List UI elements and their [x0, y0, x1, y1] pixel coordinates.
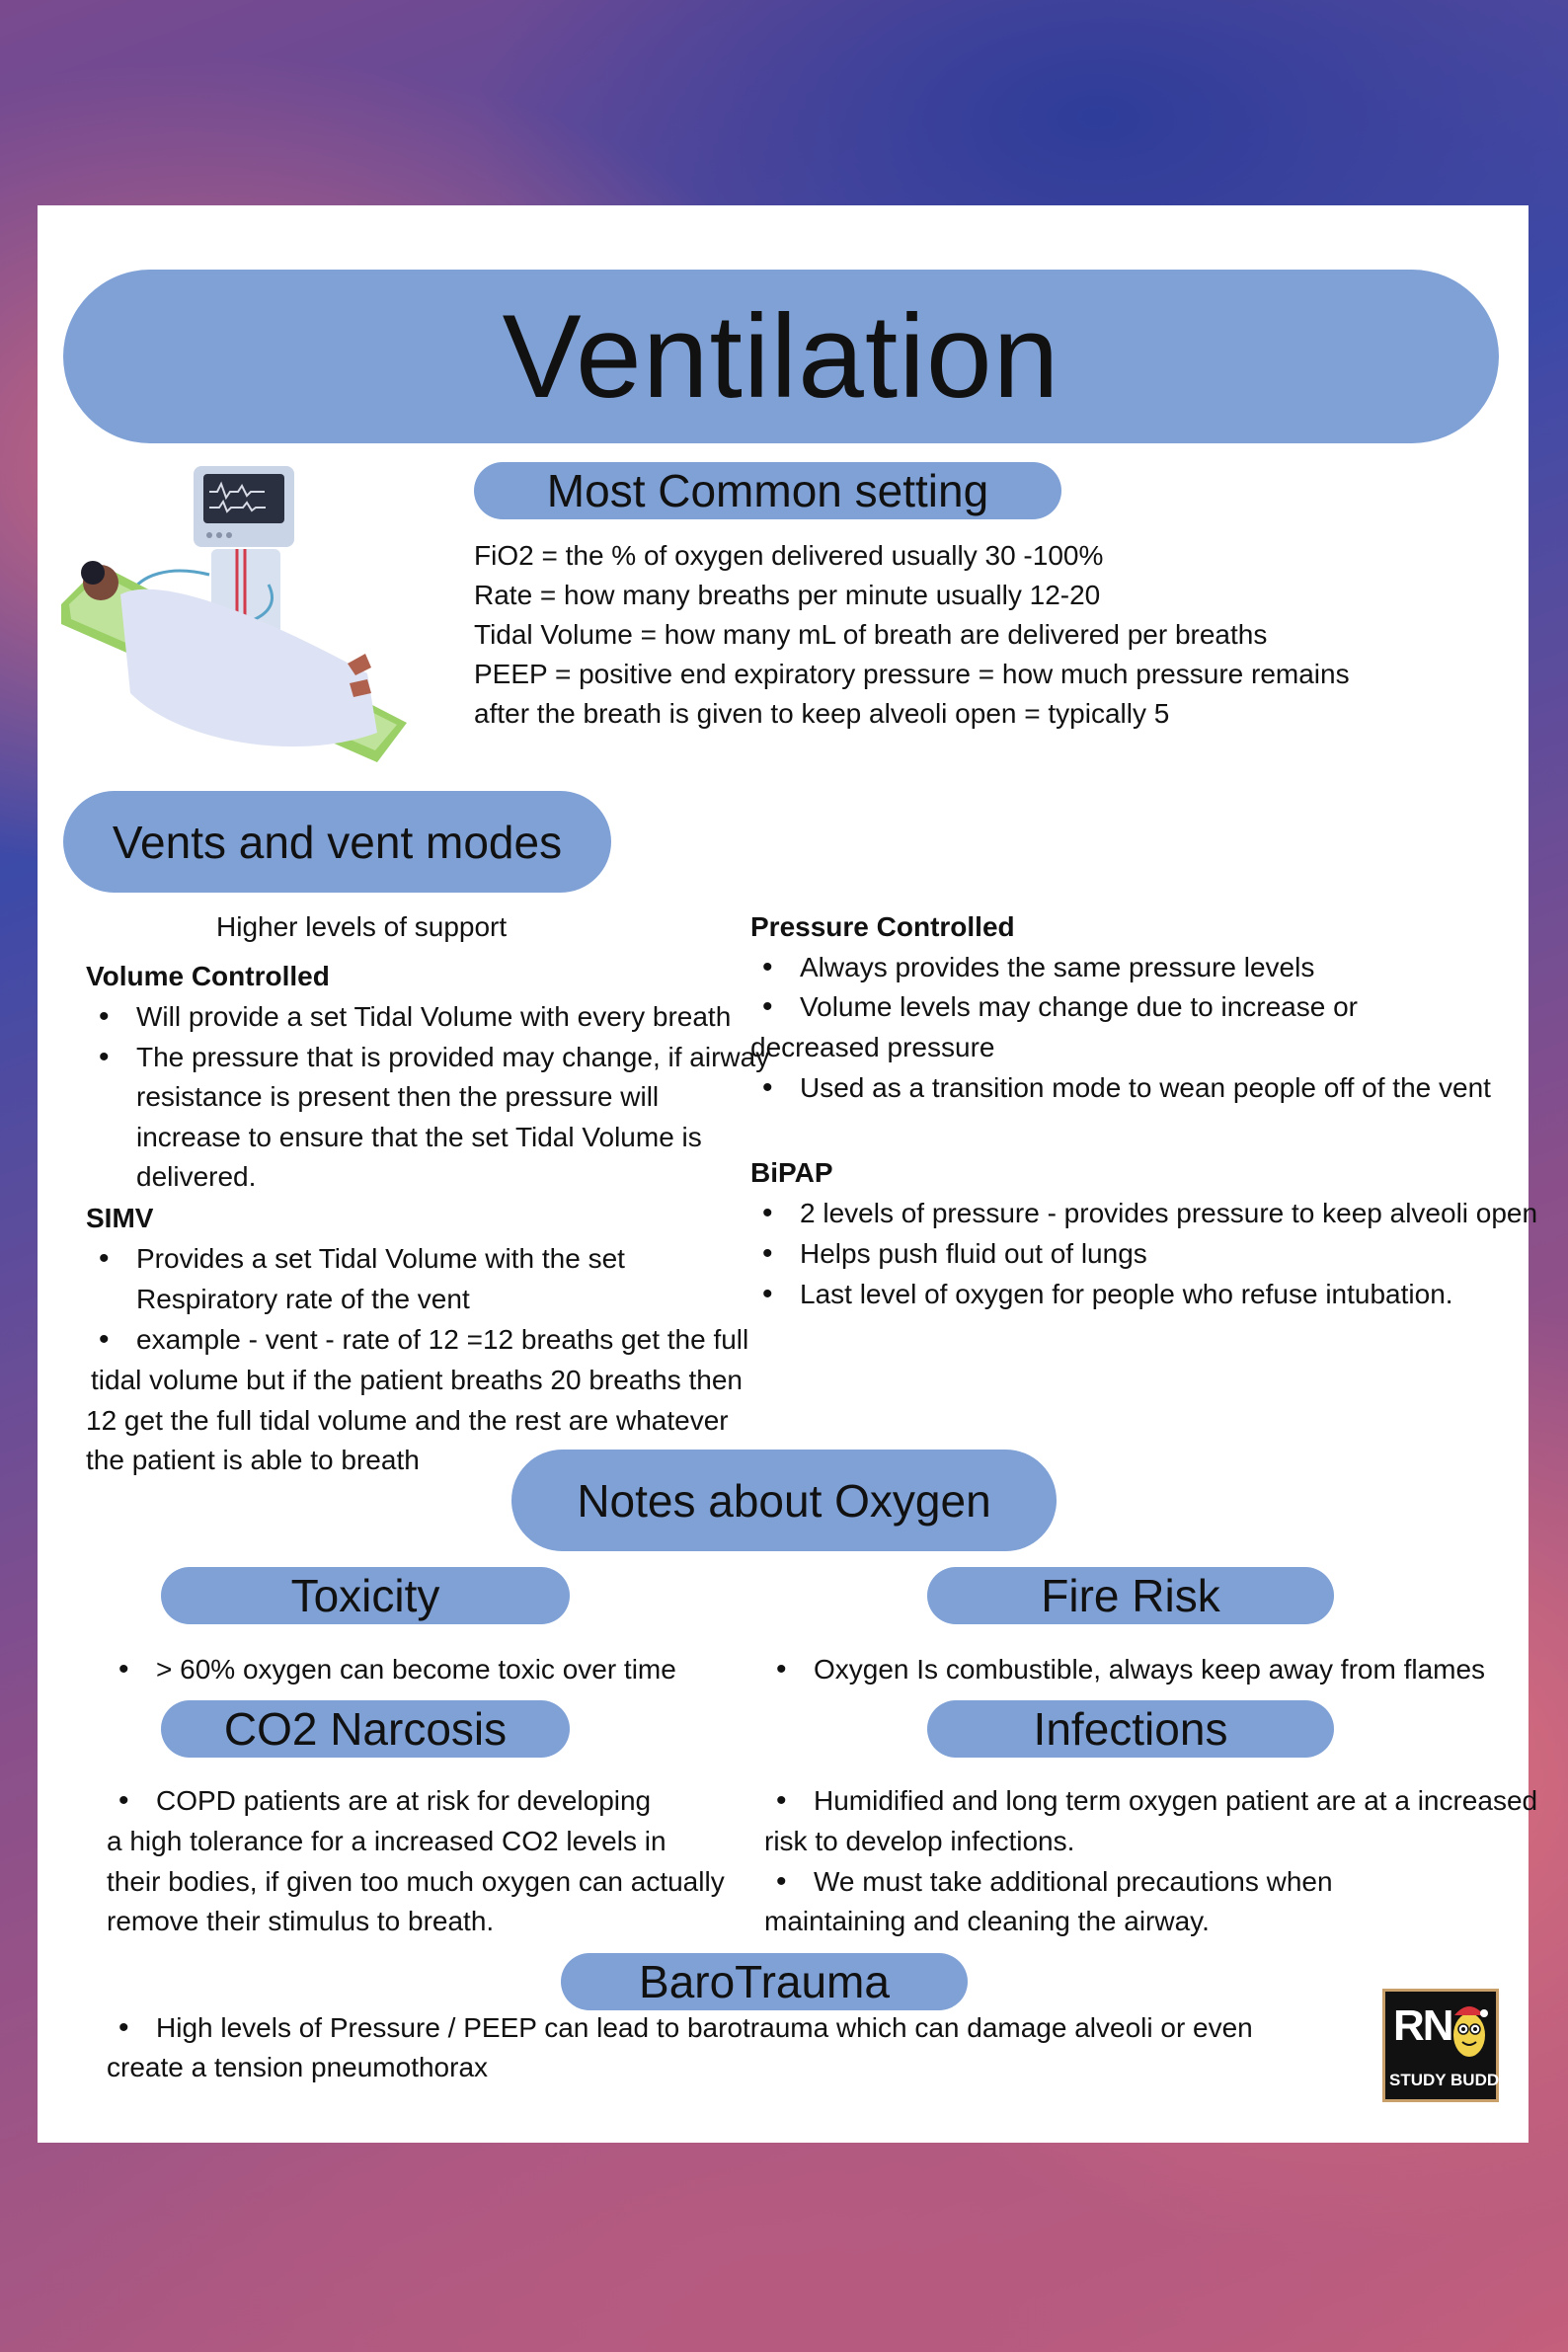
pressure-controlled-title: Pressure Controlled [750, 911, 1015, 942]
bipap-bullet-3: • Last level of oxygen for people who refuse intubation. [800, 1274, 1453, 1314]
mascot-icon [1447, 1998, 1492, 2061]
co2-line-4: remove their stimulus to breath. [107, 1906, 495, 1936]
pressure-bullet-2-line-2: decreased pressure [750, 1032, 995, 1062]
page-title: Ventilation [502, 290, 1060, 423]
vent-modes-heading: Vents and vent modes [63, 791, 611, 893]
support-label: Higher levels of support [216, 911, 508, 942]
fire-risk-bullet: • Oxygen Is combustible, always keep away from flames [814, 1649, 1485, 1689]
tidal-volume-line: Tidal Volume = how many mL of breath are delivered per breaths [474, 619, 1268, 650]
infections-bullet-2: • We must take additional precautions when [814, 1861, 1333, 1902]
simv-title: SIMV [86, 1203, 154, 1233]
fio2-line: FiO2 = the % of oxygen delivered usually 30 -100% [474, 540, 1104, 571]
simv-bullet-1-line-2: Respiratory rate of the vent [136, 1284, 470, 1314]
infections-bullet-2-line-2: maintaining and cleaning the airway. [764, 1906, 1210, 1936]
barotrauma-bullet: • High levels of Pressure / PEEP can lead to barotrauma which can damage alveoli or even [156, 2007, 1253, 2048]
oxygen-notes-heading: Notes about Oxygen [511, 1450, 1057, 1551]
infections-bullet-1-line-2: risk to develop infections. [764, 1826, 1075, 1856]
infections-bullet-1: • Humidified and long term oxygen patient are at a increased [814, 1780, 1537, 1821]
volume-controlled-title: Volume Controlled [86, 961, 330, 991]
simv-bullet-2-line-4: the patient is able to breath [86, 1445, 420, 1475]
ventilator-patient-illustration [61, 466, 427, 772]
pressure-bullet-3: • Used as a transition mode to wean people off of the vent [800, 1067, 1491, 1108]
co2-narcosis-heading: CO2 Narcosis [161, 1700, 570, 1758]
barotrauma-heading: BaroTrauma [561, 1953, 968, 2010]
volume-bullet-2-line-3: increase to ensure that the set Tidal Volume is [136, 1122, 702, 1152]
toxicity-heading: Toxicity [161, 1567, 570, 1624]
peep-line: PEEP = positive end expiratory pressure = how much pressure remains [474, 659, 1350, 689]
pressure-bullet-2: • Volume levels may change due to increase or [800, 986, 1358, 1027]
bipap-bullet-1: • 2 levels of pressure - provides pressure to keep alveoli open [800, 1193, 1537, 1233]
title-banner [63, 270, 1499, 443]
infections-heading: Infections [927, 1700, 1334, 1758]
common-settings-heading: Most Common setting [474, 462, 1061, 519]
simv-bullet-1: • Provides a set Tidal Volume with the set [136, 1238, 625, 1279]
logo-rn-text: RN [1393, 2001, 1452, 2050]
pressure-bullet-1: • Always provides the same pressure levels [800, 947, 1314, 987]
logo-study-buddy-text: STUDY BUDDY [1389, 2071, 1511, 2089]
barotrauma-line-2: create a tension pneumothorax [107, 2052, 489, 2082]
volume-bullet-1: • Will provide a set Tidal Volume with every breath [136, 996, 731, 1037]
simv-bullet-2-line-2: tidal volume but if the patient breaths 20 breaths then [91, 1365, 743, 1395]
volume-bullet-2-line-4: delivered. [136, 1161, 257, 1192]
toxicity-bullet: • > 60% oxygen can become toxic over time [156, 1649, 676, 1689]
volume-bullet-2-line-2: resistance is present then the pressure will [136, 1081, 660, 1112]
co2-bullet: • COPD patients are at risk for developing [156, 1780, 651, 1821]
simv-bullet-2: • example - vent - rate of 12 =12 breaths get the full [136, 1319, 748, 1360]
simv-bullet-2-line-3: 12 get the full tidal volume and the rest are whatever [86, 1405, 729, 1436]
co2-line-2: a high tolerance for a increased CO2 levels in [107, 1826, 666, 1856]
peep-line-cont: after the breath is given to keep alveoli open = typically 5 [474, 698, 1170, 729]
bipap-title: BiPAP [750, 1157, 833, 1188]
rn-study-buddy-logo [1382, 1989, 1511, 2102]
rate-line: Rate = how many breaths per minute usually 12-20 [474, 580, 1101, 610]
volume-bullet-2: • The pressure that is provided may change, if airway [136, 1037, 769, 1077]
co2-line-3: their bodies, if given too much oxygen can actually [107, 1866, 725, 1897]
fire-risk-heading: Fire Risk [927, 1567, 1334, 1624]
bipap-bullet-2: • Helps push fluid out of lungs [800, 1233, 1147, 1274]
